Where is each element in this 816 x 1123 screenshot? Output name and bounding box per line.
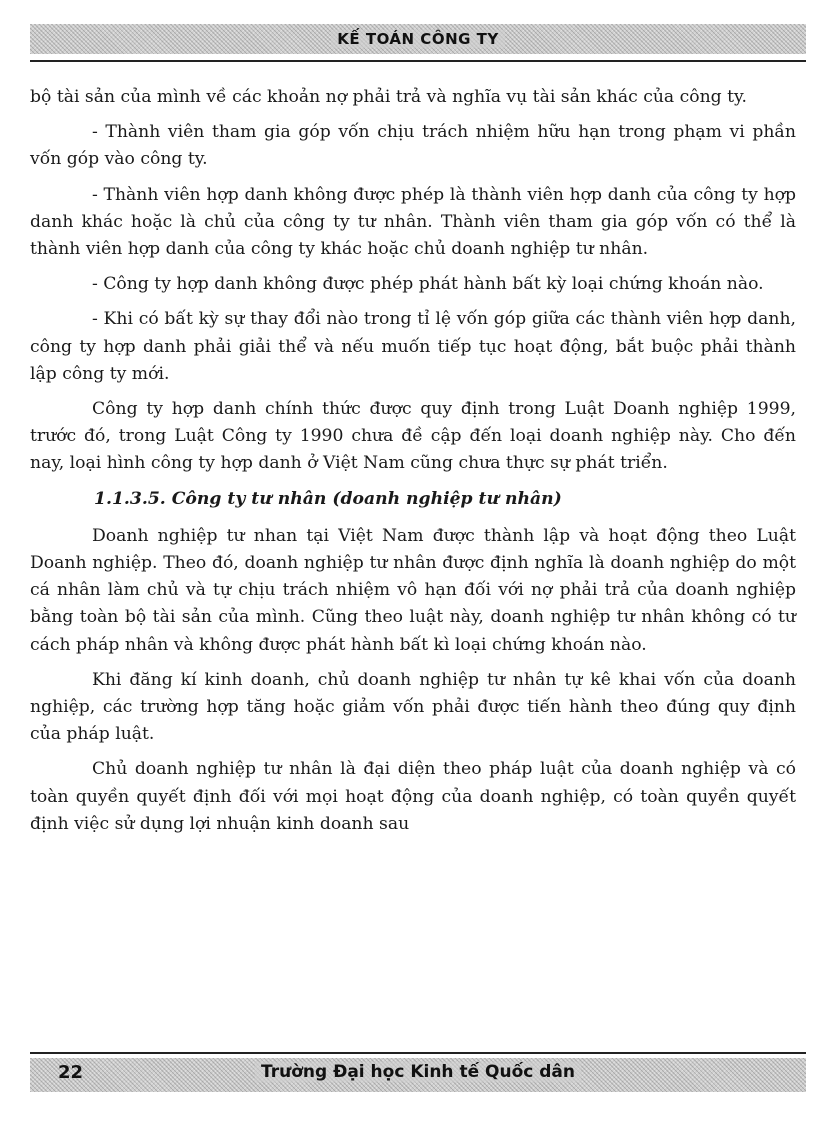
paragraph-1: bộ tài sản của mình về các khoản nợ phải trả và nghĩa vụ tài sản khác của công ty. bbox=[30, 87, 747, 107]
paragraph-9: Chủ doanh nghiệp tư nhân là đại diện theo pháp luật của doanh nghiệp và có toàn quyền quyết định đối với mọi hoạt động của doanh nghiệp, có toàn quyền quyết định việc sử dụng lợi nhuận kinh doanh sau bbox=[30, 759, 796, 834]
running-header-title: KẾ TOÁN CÔNG TY bbox=[331, 30, 505, 48]
running-footer-title: Trường Đại học Kinh tế Quốc dân bbox=[255, 1062, 581, 1082]
footer-rule bbox=[30, 1052, 806, 1054]
paragraph-4: - Công ty hợp danh không được phép phát hành bất kỳ loại chứng khoán nào. bbox=[92, 274, 764, 295]
paragraph-5: - Khi có bất kỳ sự thay đổi nào trong tỉ lệ vốn góp giữa các thành viên hợp danh, công ty hợp danh phải giải thể và nếu muốn tiếp tục hoạt động, bắt buộc phải thành lập công ty mới. bbox=[30, 309, 796, 384]
section-heading: 1.1.3.5. Công ty tư nhân (doanh nghiệp tư nhân) bbox=[94, 488, 562, 509]
paragraph-7: Doanh nghiệp tư nhan tại Việt Nam được thành lập và hoạt động theo Luật Doanh nghiệp. Theo đó, doanh nghiệp tư nhân được định nghĩa là doanh nghiệp do một cá nhân làm chủ và tự chịu trách nhiệm vô hạn đối với nợ phải trả của doanh nghiệp bằng toàn bộ tài sản của mình. Cũng theo luật này, doanh nghiệp tư nhân không có tư cách pháp nhân và không được phát hành bất kì loại chứng khoán nào. bbox=[30, 525, 796, 655]
paragraph-6: Công ty hợp danh chính thức được quy định trong Luật Doanh nghiệp 1999, trước đó, trong Luật Công ty 1990 chưa đề cập đến loại doanh nghiệp này. Cho đến nay, loại hình công ty hợp danh ở Việt Nam cũng chưa thực sự phát triển. bbox=[30, 399, 796, 474]
page-number: 22 bbox=[58, 1062, 84, 1083]
paragraph-2: - Thành viên tham gia góp vốn chịu trách nhiệm hữu hạn trong phạm vi phần vốn góp vào công ty. bbox=[30, 122, 796, 170]
page-body bbox=[30, 84, 796, 846]
paragraph-3: - Thành viên hợp danh không được phép là thành viên hợp danh của công ty hợp danh khác hoặc là chủ của công ty tư nhân. Thành viên tham gia góp vốn có thể là thành viên hợp danh của công ty khác hoặc chủ doanh nghiệp tư nhân. bbox=[30, 184, 796, 260]
running-header bbox=[30, 24, 806, 54]
header-rule bbox=[30, 60, 806, 62]
running-footer bbox=[30, 1062, 806, 1082]
paragraph-8: Khi đăng kí kinh doanh, chủ doanh nghiệp tư nhân tự kê khai vốn của doanh nghiệp, các trường hợp tăng hoặc giảm vốn phải được tiến hành theo đúng quy định của pháp luật. bbox=[30, 669, 796, 745]
